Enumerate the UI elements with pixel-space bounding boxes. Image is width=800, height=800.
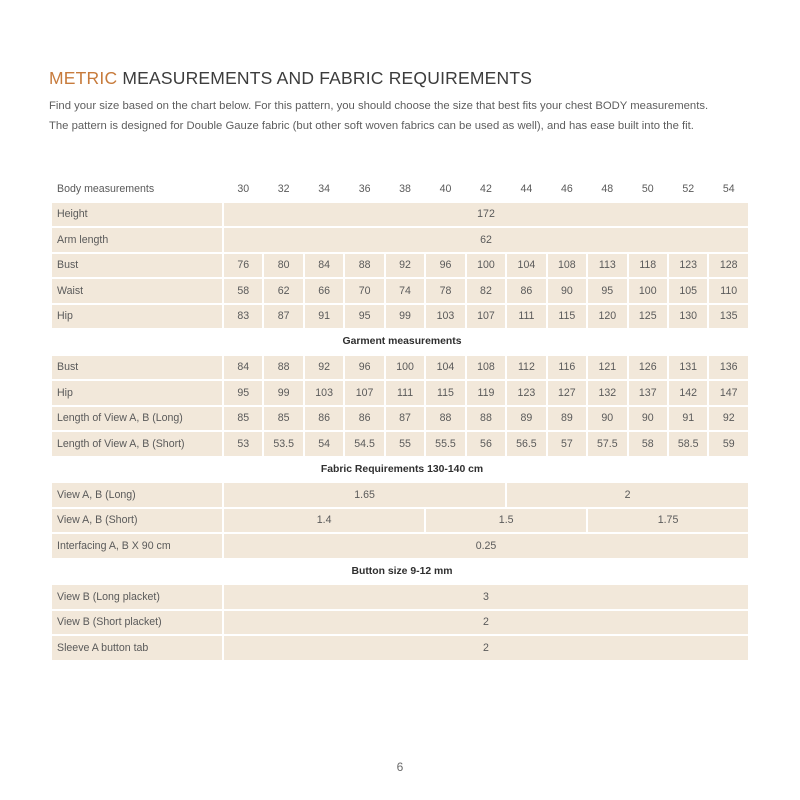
fabric-short-value-b: 1.5	[426, 509, 586, 533]
corner-label: Body measurements	[57, 182, 155, 195]
table-cell: 123	[507, 381, 545, 405]
table-cell: 135	[709, 305, 748, 329]
button-long-row	[52, 585, 748, 609]
measurement-table	[50, 175, 750, 662]
size-header: 42	[480, 182, 492, 195]
size-header: 38	[399, 182, 411, 195]
table-cell: 90	[629, 407, 667, 431]
page-title	[49, 68, 532, 89]
table-cell: 104	[426, 356, 464, 380]
row-label: Bust	[52, 254, 222, 278]
garment-hip-row	[52, 381, 748, 405]
row-label: Interfacing A, B X 90 cm	[52, 534, 222, 558]
table-cell: 136	[709, 356, 748, 380]
arm-length-value: 62	[224, 228, 748, 252]
table-cell: 91	[669, 407, 707, 431]
table-cell: 62	[264, 279, 302, 303]
table-cell: 56.5	[507, 432, 545, 456]
fabric-long-value-a: 1.65	[224, 483, 505, 507]
row-label: Arm length	[52, 228, 222, 252]
table-cell: 58	[224, 279, 262, 303]
table-cell: 88	[345, 254, 383, 278]
height-row	[52, 203, 748, 227]
table-cell: 115	[548, 305, 586, 329]
interfacing-row	[52, 534, 748, 558]
table-cell: 112	[507, 356, 545, 380]
table-cell: 137	[629, 381, 667, 405]
row-label: View A, B (Long)	[52, 483, 222, 507]
row-label: Hip	[52, 305, 222, 329]
table-cell: 96	[426, 254, 464, 278]
sleeve-tab-value: 2	[224, 636, 748, 660]
row-label: Height	[52, 203, 222, 227]
size-header: 32	[277, 182, 290, 195]
table-cell: 74	[386, 279, 424, 303]
table-cell: 99	[264, 381, 302, 405]
table-cell: 88	[426, 407, 464, 431]
page-number: 6	[396, 760, 404, 774]
sleeve-tab-row	[52, 636, 748, 660]
size-header: 50	[641, 182, 654, 195]
table-cell: 86	[345, 407, 383, 431]
button-short-row	[52, 611, 748, 635]
height-value: 172	[224, 203, 748, 227]
table-cell: 56	[467, 432, 505, 456]
fabric-heading: Fabric Requirements 130-140 cm	[320, 463, 484, 475]
fabric-short-value-c: 1.75	[588, 509, 748, 533]
size-header: 54	[722, 182, 735, 195]
body-waist-row	[52, 279, 748, 303]
table-cell: 76	[224, 254, 262, 278]
table-cell: 142	[669, 381, 707, 405]
table-cell: 55	[386, 432, 424, 456]
table-cell: 57	[548, 432, 586, 456]
row-label: View A, B (Short)	[52, 509, 222, 533]
table-cell: 111	[507, 305, 545, 329]
table-cell: 100	[386, 356, 424, 380]
size-header: 46	[560, 182, 573, 195]
section-heading-row	[52, 458, 748, 482]
table-cell: 132	[588, 381, 626, 405]
table-cell: 86	[507, 279, 545, 303]
arm-length-row	[52, 228, 748, 252]
table-cell: 108	[548, 254, 586, 278]
table-cell: 131	[669, 356, 707, 380]
table-cell: 85	[224, 407, 262, 431]
button-long-value: 3	[224, 585, 748, 609]
interfacing-value: 0.25	[224, 534, 748, 558]
button-heading: Button size 9-12 mm	[351, 565, 453, 577]
title-accent: METRIC	[49, 68, 118, 88]
table-cell: 58	[629, 432, 667, 456]
table-cell: 84	[224, 356, 262, 380]
table-cell: 107	[345, 381, 383, 405]
table-cell: 54.5	[345, 432, 383, 456]
table-cell: 130	[669, 305, 707, 329]
row-label: View B (Long placket)	[52, 585, 222, 609]
intro-line-2: The pattern is designed for Double Gauze fabric (but other soft woven fabrics can be used as well), and has ease built into the fit.	[49, 120, 694, 132]
table-cell: 80	[264, 254, 302, 278]
row-label: Sleeve A button tab	[52, 636, 222, 660]
table-cell: 127	[548, 381, 586, 405]
table-cell: 92	[386, 254, 424, 278]
table-cell: 82	[467, 279, 505, 303]
body-hip-row	[52, 305, 748, 329]
table-cell: 95	[588, 279, 626, 303]
table-cell: 120	[588, 305, 626, 329]
table-cell: 88	[467, 407, 505, 431]
table-cell: 103	[426, 305, 464, 329]
table-cell: 103	[305, 381, 343, 405]
table-cell: 85	[264, 407, 302, 431]
table-cell: 105	[669, 279, 707, 303]
table-cell: 87	[386, 407, 424, 431]
table-cell: 90	[548, 279, 586, 303]
fabric-long-value-b: 2	[507, 483, 748, 507]
table-cell: 107	[467, 305, 505, 329]
size-header: 36	[358, 182, 371, 195]
table-cell: 96	[345, 356, 383, 380]
table-cell: 78	[426, 279, 464, 303]
table-cell: 125	[629, 305, 667, 329]
garment-bust-row	[52, 356, 748, 380]
table-cell: 92	[709, 407, 748, 431]
section-heading-row	[52, 560, 748, 584]
size-header-row	[52, 177, 748, 201]
row-label: Length of View A, B (Short)	[52, 432, 222, 456]
table-cell: 99	[386, 305, 424, 329]
row-label: Hip	[52, 381, 222, 405]
table-cell: 54	[305, 432, 343, 456]
row-label: Length of View A, B (Long)	[52, 407, 222, 431]
table-cell: 100	[629, 279, 667, 303]
table-cell: 88	[264, 356, 302, 380]
table-cell: 91	[305, 305, 343, 329]
table-cell: 118	[629, 254, 667, 278]
table-cell: 53	[224, 432, 262, 456]
table-cell: 84	[305, 254, 343, 278]
table-cell: 115	[426, 381, 464, 405]
table-cell: 53.5	[264, 432, 302, 456]
table-cell: 57.5	[588, 432, 626, 456]
fabric-long-row	[52, 483, 748, 507]
title-rest: MEASUREMENTS AND FABRIC REQUIREMENTS	[117, 68, 533, 88]
intro-text	[49, 96, 769, 136]
table-cell: 55.5	[426, 432, 464, 456]
length-long-row	[52, 407, 748, 431]
table-cell: 123	[669, 254, 707, 278]
table-cell: 100	[467, 254, 505, 278]
table-cell: 111	[386, 381, 424, 405]
table-cell: 147	[709, 381, 748, 405]
table-cell: 83	[224, 305, 262, 329]
size-header: 44	[520, 182, 533, 195]
table-cell: 116	[548, 356, 586, 380]
garment-heading: Garment measurements	[342, 336, 462, 348]
size-header: 40	[439, 182, 452, 195]
table-cell: 90	[588, 407, 626, 431]
table-cell: 59	[709, 432, 748, 456]
table-cell: 121	[588, 356, 626, 380]
table-cell: 119	[467, 381, 505, 405]
table-cell: 89	[548, 407, 586, 431]
table-cell: 104	[507, 254, 545, 278]
intro-line-1: Find your size based on the chart below. For this pattern, you should choose the size that best fits your chest BODY measurements.	[49, 100, 709, 112]
table-cell: 126	[629, 356, 667, 380]
row-label: Bust	[52, 356, 222, 380]
size-header: 52	[682, 182, 695, 195]
body-bust-row	[52, 254, 748, 278]
table-cell: 128	[709, 254, 748, 278]
section-heading-row	[52, 330, 748, 354]
table-cell: 89	[507, 407, 545, 431]
size-header: 30	[237, 182, 250, 195]
table-cell: 58.5	[669, 432, 707, 456]
table-cell: 70	[345, 279, 383, 303]
table-cell: 86	[305, 407, 343, 431]
button-short-value: 2	[224, 611, 748, 635]
row-label: Waist	[52, 279, 222, 303]
table-cell: 66	[305, 279, 343, 303]
fabric-short-row	[52, 509, 748, 533]
table-cell: 110	[709, 279, 748, 303]
size-header: 34	[318, 182, 331, 195]
table-cell: 87	[264, 305, 302, 329]
table-cell: 113	[588, 254, 626, 278]
table-cell: 95	[345, 305, 383, 329]
size-header: 48	[601, 182, 614, 195]
fabric-short-value-a: 1.4	[224, 509, 424, 533]
row-label: View B (Short placket)	[52, 611, 222, 635]
table-cell: 108	[467, 356, 505, 380]
table-cell: 92	[305, 356, 343, 380]
table-cell: 95	[224, 381, 262, 405]
length-short-row	[52, 432, 748, 456]
